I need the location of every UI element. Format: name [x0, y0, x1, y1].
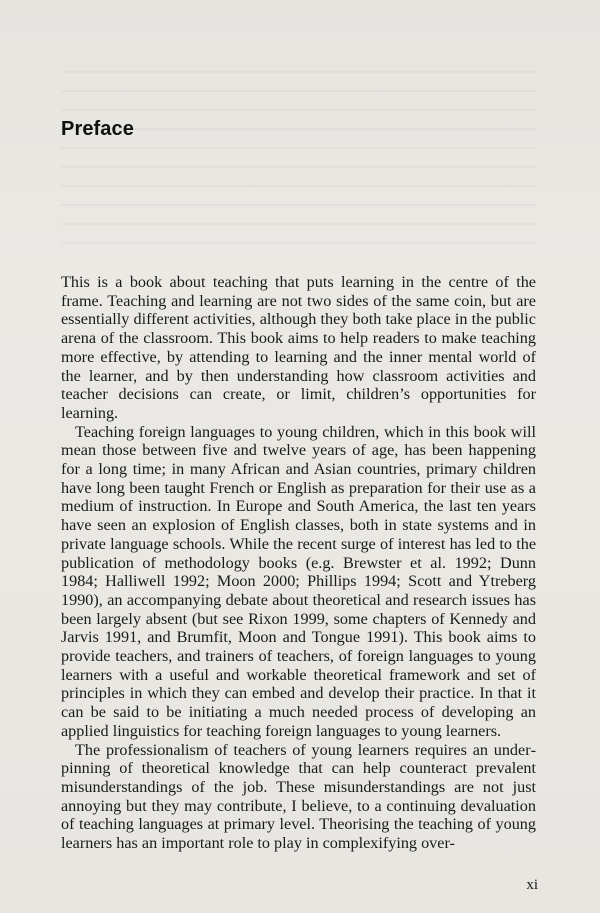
- show-through-texture: [61, 60, 536, 260]
- body-text: [61, 273, 536, 853]
- paragraph-1: This is a book about teaching that puts learning in the centre of the frame. Teaching and learning are not two sides of the same coin, but are essentially different activities, although they both take place in the public arena of the classroom. This book aims to help readers to make teaching more effective, by attending to learning and the inner mental world of the learner, and by then understanding how classroom activities and teacher decisions can create, or limit, children’s opportunities for learning.: [61, 273, 536, 422]
- paragraph-2: Teaching foreign languages to young children, which in this book will mean those between five and twelve years of age, has been happening for a long time; in many African and Asian countries, primary children have long been taught French or English as preparation for their use as a medium of instruction. In Europe and South America, the last ten years have seen an explosion of English classes, both in state systems and in private language schools. While the recent surge of interest has led to the publication of methodology books (e.g. Brewster et al. 1992; Dunn 1984; Halliwell 1992; Moon 2000; Phillips 1994; Scott and Ytreberg 1990), an accompanying debate about theoretical and research issues has been largely absent (but see Rixon 1999, some chapters of Kennedy and Jarvis 1991, and Brumfit, Moon and Tongue 1991). This book aims to provide teachers, and trainers of teachers, of foreign languages to young learners with a useful and workable theoretical framework and set of principles in which they can embed and develop their practice. In that it can be said to be initiating a much needed process of developing an applied linguistics for teaching foreign languages to young learners.: [61, 422, 536, 740]
- paragraph-3: The professionalism of teachers of young learners requires an underpinning of theoretical knowledge that can help counteract prevalent misunderstandings of the job. These misunderstandings are not just annoying but they may contribute, I believe, to a continuing devaluation of teaching languages at primary level. Theorising the teaching of young learners has an important role to play in complexifying over-: [61, 740, 536, 853]
- page-number: xi: [526, 877, 538, 893]
- chapter-heading: Preface: [61, 118, 134, 140]
